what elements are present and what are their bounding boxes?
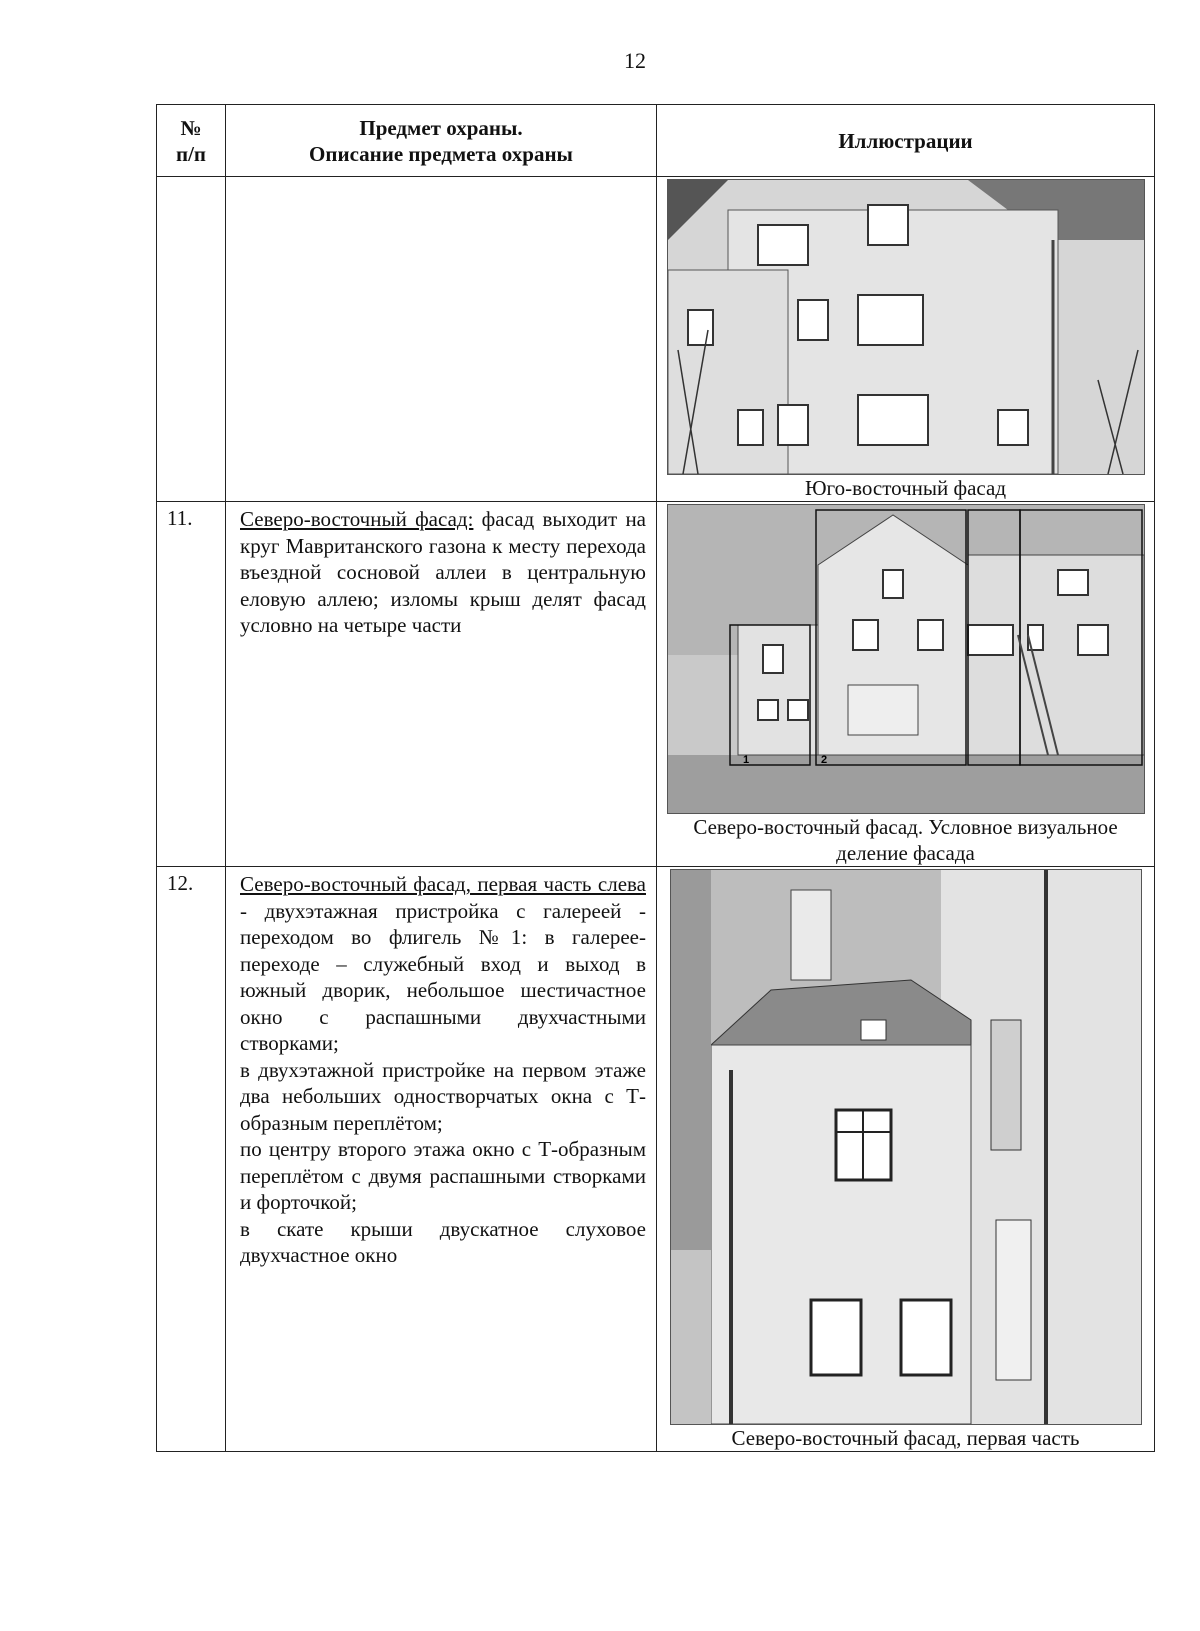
row-num: 11.: [157, 502, 226, 867]
header-subject-text: Предмет охраны. Описание предмета охраны: [309, 115, 573, 166]
photo-northeast-facade-division: [667, 504, 1145, 814]
description-text: фасад выходит на круг Мавританского газона к месту перехода въездной сосновой аллеи в центральную еловую аллею; изломы крыш делят фасад условно на четыре части: [240, 507, 646, 637]
header-illustrations: Иллюстрации: [657, 105, 1155, 177]
description-paragraph: в скате крыши двускатное слуховое двухчастное окно: [240, 1216, 646, 1267]
description-paragraph: в двухэтажной пристройке на первом этаже два небольших одностворчатых окна с Т-образным переплётом;: [240, 1057, 646, 1135]
header-num: [157, 105, 226, 177]
photo-caption: Юго-восточный фасад: [804, 476, 1007, 500]
row-num: 12.: [157, 867, 226, 1452]
row-illustration: [657, 867, 1155, 1452]
protection-subject-table: [156, 104, 1155, 1452]
page-number: 12: [624, 48, 646, 73]
row-illustration: [657, 177, 1155, 502]
table-row: [157, 502, 1155, 867]
photo-caption: Северо-восточный фасад. Условное визуальное деление фасада: [693, 815, 1118, 865]
description-paragraph: по центру второго этажа окно с Т-образным переплётом с двумя распашными створками и форточкой;: [240, 1137, 646, 1214]
row-description: [226, 502, 657, 867]
photo-label-2: 2: [820, 754, 827, 766]
photo-label-1: 1: [742, 754, 749, 766]
table-header-row: [157, 105, 1155, 177]
photo-southeast-facade: [667, 179, 1145, 475]
row-description: [226, 177, 657, 502]
header-subject: [226, 105, 657, 177]
row-num: [157, 177, 226, 502]
photo-northeast-facade-first-part: [670, 869, 1142, 1425]
description-underlined: Северо-восточный фасад, первая часть слева: [240, 872, 646, 896]
row-description: [226, 867, 657, 1452]
table-row: [157, 177, 1155, 502]
description-underlined: Северо-восточный фасад:: [240, 507, 474, 531]
table-row: [157, 867, 1155, 1452]
header-num-text: № п/п: [175, 115, 207, 166]
description-text: - двухэтажная пристройка с галереей - переходом во флигель №1: в галерее-переходе – служебный вход и выход в южный дворик, небольшое шестичастное окно с распашными двухчастными створками;: [240, 898, 646, 1055]
row-illustration: [657, 502, 1155, 867]
photo-caption: Северо-восточный фасад, первая часть: [731, 1426, 1080, 1450]
